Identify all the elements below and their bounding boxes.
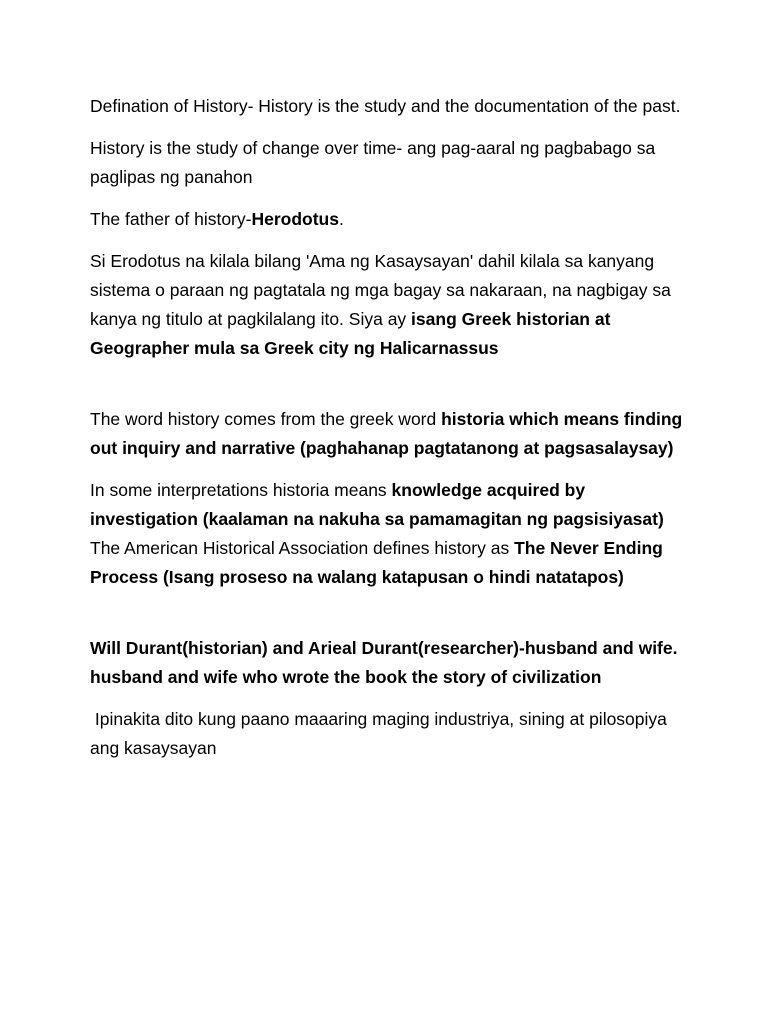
- paragraph-durant: [90, 634, 690, 692]
- word-history-text: The word history comes from the greek word: [90, 409, 442, 429]
- aha-bold-text: The Never Ending Process (Isang proseso na walang katapusan o hindi natatapos): [90, 538, 663, 587]
- ipinakita-text: Ipinakita dito kung paano maaaring maging industriya, sining at pilosopiya ang kasaysayan: [90, 709, 672, 758]
- aha-text: The American Historical Association defines history as: [90, 538, 515, 558]
- word-history-bold-text: historia which means finding out inquiry and narrative (paghahanap pagtatanong at pagsasalaysay): [90, 409, 683, 458]
- herodotus-name: Herodotus: [251, 209, 339, 229]
- paragraph-ipinakita: [90, 705, 690, 763]
- interpretations-text: In some interpretations historia means: [90, 480, 392, 500]
- interpretations-bold-text: knowledge acquired by investigation (kaalaman na nakuha sa pamamagitan ng pagsisiyasat): [90, 480, 664, 529]
- paragraph-american-historical-association: [90, 534, 690, 592]
- paragraph-definition: [90, 92, 690, 121]
- father-of-history-prefix: The father of history-: [90, 209, 252, 229]
- definition-text: Defination of History- History is the study and the documentation of the past.: [90, 96, 681, 116]
- father-of-history-suffix: .: [338, 209, 344, 229]
- change-over-time-text: History is the study of change over time- ang pag-aaral ng pagbabago sa paglipas ng panahon: [90, 138, 656, 187]
- paragraph-father-of-history: [90, 205, 690, 234]
- erodotus-text: Si Erodotus na kilala bilang 'Ama ng Kasaysayan' dahil kilala sa kanyang sistema o paraan ng pagtatala ng mga bagay sa nakaraan, na nagbigay sa kanya ng titulo at pagkilalang ito. Siya ay: [90, 251, 671, 329]
- paragraph-word-history: [90, 405, 690, 463]
- erodotus-bold-text: isang Greek historian at Geographer mula sa Greek city ng Halicarnassus: [90, 309, 611, 358]
- durant-bold-text: Will Durant(historian) and Arieal Durant(researcher)-husband and wife. husband and wife who wrote the book the story of civilization: [90, 638, 678, 687]
- paragraph-interpretations: [90, 476, 690, 534]
- document-page: [90, 92, 690, 776]
- paragraph-erodotus: [90, 247, 690, 363]
- paragraph-change-over-time: [90, 134, 690, 192]
